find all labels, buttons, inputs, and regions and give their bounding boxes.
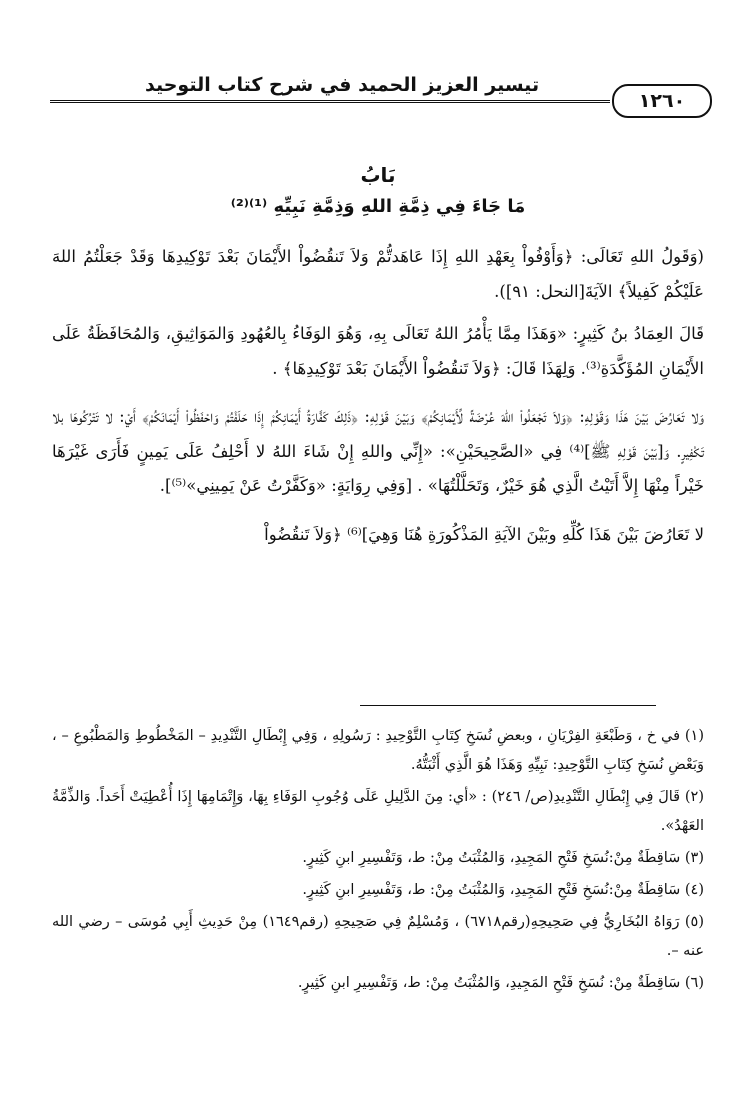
footnote: (٦) سَاقِطَةٌ مِنْ: نُسَخِ فَتْحِ المَجِيدِ، وَالمُثْبَتُ مِنْ: ط، وَتَفْسِيرِ ابنِ كَثِيرٍ.	[297, 975, 704, 991]
body-paragraph: (وَقَولُ اللهِ تَعَالَى: ﴿وَأَوْفُواْ بِعَهْدِ اللهِ إِذَا عَاهَدتُّمْ وَلاَ تَنقُضُواْ الأَيْمَانَ بَعْدَ تَوْكِيدِهَا وَقَدْ جَعَلْتُمُ اللهَ عَلَيْكُمْ كَفِيلاً﴾ الآيَةَ[النحل: ٩١]).	[52, 247, 704, 301]
running-title: تيسير العزيز الحميد في شرح كتاب التوحيد	[145, 74, 540, 96]
footnote: (٥) رَوَاهُ البُخَارِيُّ فِي صَحِيحِهِ(رقم٦٧١٨) ، وَمُسْلِمٌ فِي صَحِيحِهِ (رقم١٦٤٩) مِنْ حَدِيثِ أَبِي مُوسَى – رضي الله عنه –.	[52, 914, 704, 959]
main-text	[52, 240, 704, 566]
footnote: (٣) سَاقِطَةٌ مِنْ:نُسَخِ فَتْحِ المَجِيدِ، وَالمُثْبَتُ مِنْ: ط، وَتَفْسِيرِ ابنِ كَثِيرٍ.	[302, 850, 704, 866]
running-head	[50, 70, 712, 110]
body-paragraph: قَالَ العِمَادُ بنُ كَثِيرٍ: «وَهَذَا مِمَّا يَأْمُرُ اللهُ تَعَالَى بِهِ، وَهُوَ الوَفَاءُ بِالعُهُودِ وَالمَوَاثِيقِ، وَالمُحَافَظَةُ عَلَى الأَيْمَانِ المُؤَكَّدَةِ⁽³⁾. وَلِهَذَا قَالَ: ﴿وَلاَ تَنقُضُواْ الأَيْمَانَ بَعْدَ تَوْكِيدِهَا﴾ .	[52, 324, 704, 378]
body-paragraph: وَلا تَعَارُضَ بَيْنَ هَذَا وَقَوْلِهِ: ﴿وَلاَ تَجْعَلُواْ اللهَ عُرْضَةً لِّأَيْمَانِكُمْ﴾ وَبَيْنَ قَوْلِهِ: ﴿ذَلِكَ كَفَّارَةُ أَيْمَانِكُمْ إِذَا حَلَفْتُمْ وَاحْفَظُواْ أَيْمَانَكُمْ﴾ أَيْ: لا تَتْرُكُوهَا بلا تَكْفِيرٍ. وَ[بَيْنَ قَوْلِهِ ﷺ]⁽⁴⁾ فِي «الصَّحِيحَيْنِ»: «إِنِّي واللهِ إِنْ شَاءَ اللهُ لا أَحْلِفُ عَلَى يَمِينٍ فَأَرَى غَيْرَهَا خَيْراً مِنْهَا إِلاَّ أَتَيْتُ الَّذِي هُوَ خَيْرٌ، وَتَحَلَّلْتُهَا» . [وَفِي رِوَايَةٍ: «وَكَفَّرْتُ عَنْ يَمِينِي»⁽⁵⁾].	[52, 407, 705, 495]
header-rule	[50, 100, 610, 103]
chapter-subtitle: مَا جَاءَ فِي ذِمَّةِ اللهِ وَذِمَّةِ نَبِيِّهِ ⁽¹⁾⁽²⁾	[230, 196, 526, 217]
body-paragraph: لا تَعَارُضَ بَيْنَ هَذَا كُلِّهِ وبَيْنَ الآيَةِ المَذْكُورَةِ هُنَا وَهِيَ]⁽⁶⁾ ﴿وَلاَ تَنقُضُواْ	[264, 524, 704, 544]
chapter-title: بَابُ	[360, 163, 396, 187]
footnote: (١) في خ ، وَطَبْعَةِ الفِرْيَانِ ، وبعضِ نُسَخِ كِتَابِ التَّوْحِيدِ : رَسُولِهِ ، وَفِي إِبْطَالِ التَّنْدِيدِ – المَخْطُوطِ وَالمَطْبُوعِ – ، وَبَعْضِ نُسَخِ كِتَابِ التَّوْحِيدِ: نَبِيِّهِ وَهَذَا هُوَ الَّذِي أَثْبَتُّهُ.	[52, 728, 704, 773]
footnote: (٢) قَالَ فِي إِبْطَالِ التَّنْدِيدِ(ص/ ٢٤٦) : «أي: مِنَ الدَّلِيلِ عَلَى وُجُوبِ الوَفَاءِ بِهَا، وَإِتْمَامِهَا إِذَا أُعْطِيَتْ أَحَداً. وَالذِّمَّةُ العَهْدُ».	[52, 789, 704, 834]
footnote: (٤) سَاقِطَةٌ مِنْ:نُسَخِ فَتْحِ المَجِيدِ، وَالمُثْبَتُ مِنْ: ط، وَتَفْسِيرِ ابنِ كَثِيرٍ.	[302, 882, 704, 898]
page-number: ١٢٦٠	[612, 84, 712, 118]
footnotes	[52, 722, 704, 1001]
footnote-separator	[360, 705, 656, 706]
